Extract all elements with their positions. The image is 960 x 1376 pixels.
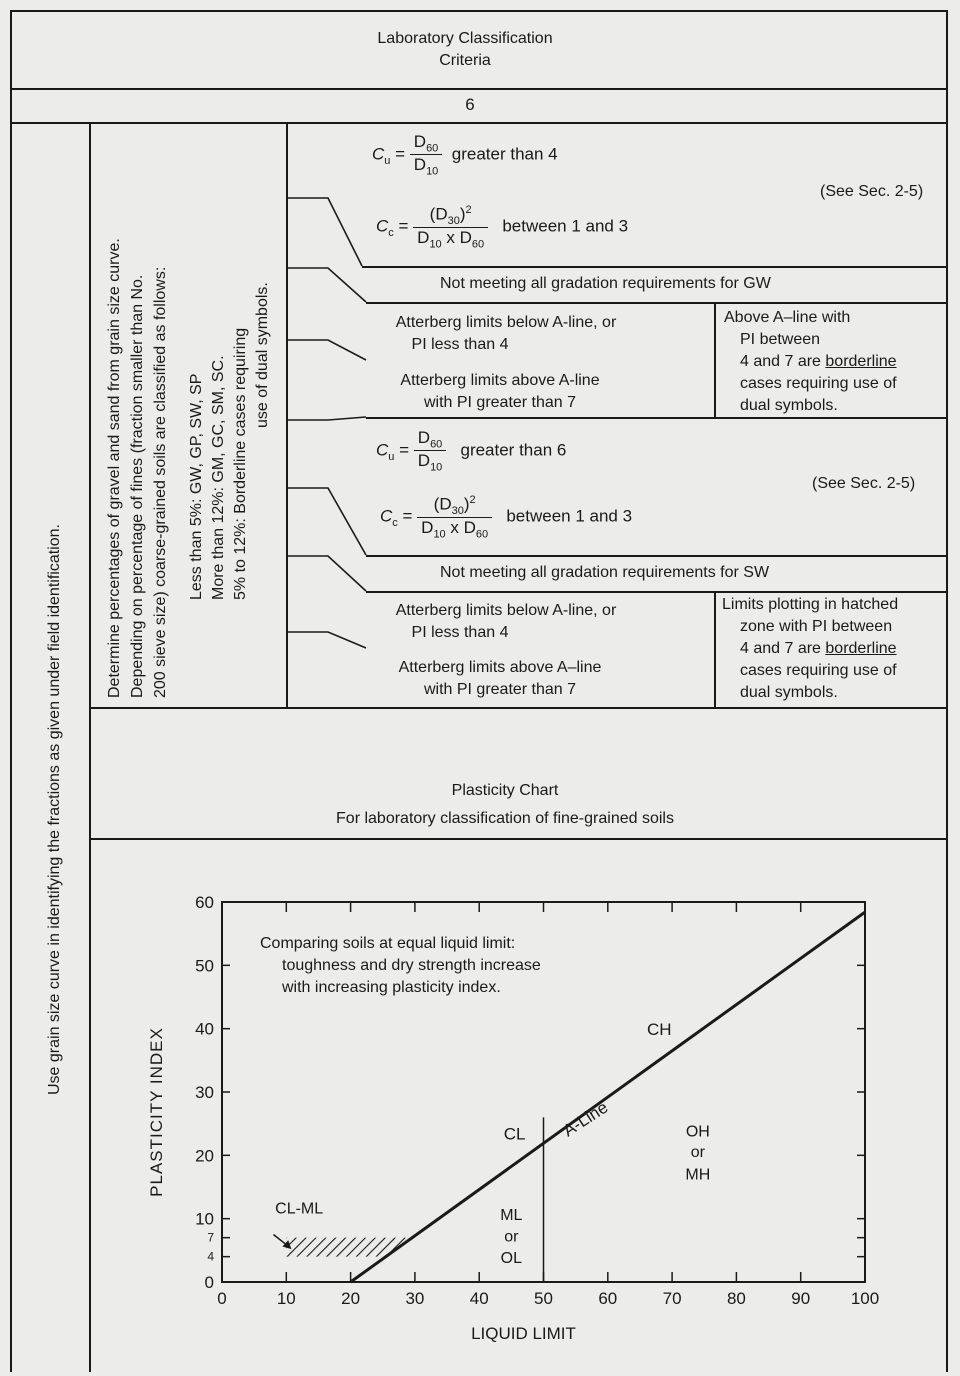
mid-vertical-text-3: 200 sieve size) coarse-grained soils are classified as follows: [152, 266, 169, 698]
y-tick-label: 30 [195, 1083, 214, 1102]
sand-cu-formula: $C_u$ = $\frac{D_{60}}{D_{10}}$ greater than 6 [376, 428, 567, 474]
sand-side-line3: 4 and 7 are borderline [740, 640, 897, 657]
sand-side-line5: dual symbols. [740, 684, 838, 701]
y-tick-label: 50 [195, 956, 214, 976]
sand-side-line1: Limits plotting in hatched [722, 596, 899, 613]
x-tick-label: 30 [405, 1289, 425, 1308]
mid-vertical-text-2: Depending on percentage of fines (fraction smaller than No. [129, 274, 146, 698]
x-tick-label: 0 [217, 1289, 227, 1308]
gravel-side-line4: cases requiring use of [740, 375, 897, 392]
a-line-label: A-Line [559, 1097, 612, 1141]
x-tick-label: 70 [662, 1289, 682, 1308]
gravel-see-section: (See Sec. 2-5) [820, 183, 924, 200]
sand-side-line2: zone with PI between [740, 618, 893, 635]
y-tick-label: 40 [195, 1019, 214, 1039]
sand-see-section: (See Sec. 2-5) [812, 475, 916, 492]
sand-not-meeting-sw: Not meeting all gradation requirements for SW [440, 564, 770, 581]
region-label-ch: CH [646, 1020, 672, 1039]
y-tick-label: 10 [195, 1209, 214, 1229]
sand-atterberg-above-2: with PI greater than 7 [423, 681, 577, 698]
sand-side-line4: cases requiring use of [740, 662, 897, 679]
region-label-or-2: or [504, 1228, 519, 1246]
gravel-side-line2: PI between [740, 331, 821, 348]
gravel-not-meeting-gw: Not meeting all gradation requirements for GW [440, 275, 771, 292]
y-tick-label: 7 [207, 1230, 214, 1245]
sand-cc-formula: $C_c$ = $\frac{(D_{30})^2}{D_{10} x D_{60}}$ between 1 and 3 [380, 494, 633, 541]
hatched-zone [286, 1238, 412, 1257]
x-tick-label: 40 [469, 1289, 489, 1308]
header-title-line2: Criteria [439, 52, 491, 69]
y-axis-label: PLASTICITY INDEX [147, 1027, 166, 1197]
x-tick-label: 20 [341, 1289, 361, 1308]
gravel-side-line5: dual symbols. [740, 397, 838, 414]
x-tick-label: 100 [850, 1289, 880, 1308]
x-axis-label: LIQUID LIMIT [471, 1324, 576, 1343]
header-title-line1: Laboratory Classification [377, 30, 553, 47]
plasticity-chart-subtitle: For laboratory classification of fine-grained soils [336, 810, 674, 827]
region-label-cl-ml: CL-ML [275, 1200, 324, 1218]
region-label-cl: CL [503, 1124, 526, 1144]
inner-vertical-text-4: use of dual symbols. [254, 282, 271, 428]
gravel-cu-formula: $C_u$ = $\frac{D_{60}}{D_{10}}$ greater than 4 [372, 132, 558, 178]
plasticity-title-divider [89, 838, 948, 840]
y-tick-label: 20 [195, 1146, 214, 1166]
sand-atterberg-above-1: Atterberg limits above A–line [398, 659, 602, 676]
gravel-atterberg-below-1: Atterberg limits below A-line, or [395, 314, 617, 331]
x-tick-label: 10 [276, 1289, 296, 1308]
annotation-line1: Comparing soils at equal liquid limit: [260, 935, 516, 952]
region-label-mh: MH [685, 1166, 711, 1184]
gravel-atterberg-above-2: with PI greater than 7 [423, 394, 577, 411]
region-label-ml: ML [500, 1206, 523, 1224]
gravel-atterberg-below-2: PI less than 4 [411, 336, 509, 353]
outer-vertical-text: Use grain size curve in identifying the fractions as given under field identification. [46, 524, 63, 1095]
region-label-or-1: or [690, 1144, 705, 1162]
y-tick-label: 60 [195, 893, 214, 912]
y-tick-label: 4 [207, 1249, 214, 1264]
gravel-side-line3: 4 and 7 are borderline [740, 353, 897, 370]
mid-vertical-text-1: Determine percentages of gravel and sand from grain size curve. [106, 238, 123, 698]
column-number: 6 [465, 95, 475, 114]
plasticity-chart-title: Plasticity Chart [451, 782, 559, 799]
x-tick-label: 80 [726, 1289, 746, 1308]
gravel-cc-formula: $C_c$ = $\frac{(D_{30})^2}{D_{10} x D_{60}}$ between 1 and 3 [376, 204, 629, 251]
region-label-oh: OH [685, 1123, 710, 1141]
inner-vertical-text-1: Less than 5%: GW, GP, SW, SP [188, 373, 205, 600]
region-label-ol: OL [500, 1250, 523, 1267]
sand-atterberg-below-1: Atterberg limits below A-line, or [395, 602, 617, 619]
inner-vertical-text-2: More than 12%: GM, GC, SM, SC. [210, 355, 227, 600]
inner-vertical-text-3: 5% to 12%: Borderline cases requiring [232, 327, 249, 600]
x-tick-label: 50 [534, 1289, 553, 1308]
annotation-line3: with increasing plasticity index. [282, 979, 501, 996]
gravel-side-line1: Above A–line with [724, 309, 851, 326]
x-tick-label: 60 [598, 1289, 618, 1308]
sand-atterberg-below-2: PI less than 4 [411, 624, 509, 641]
y-tick-label: 0 [204, 1273, 214, 1292]
x-tick-label: 90 [791, 1289, 811, 1308]
gravel-atterberg-above-1: Atterberg limits above A-line [400, 372, 600, 389]
plasticity-chart [0, 850, 960, 1370]
annotation-line2: toughness and dry strength increase [282, 957, 541, 974]
